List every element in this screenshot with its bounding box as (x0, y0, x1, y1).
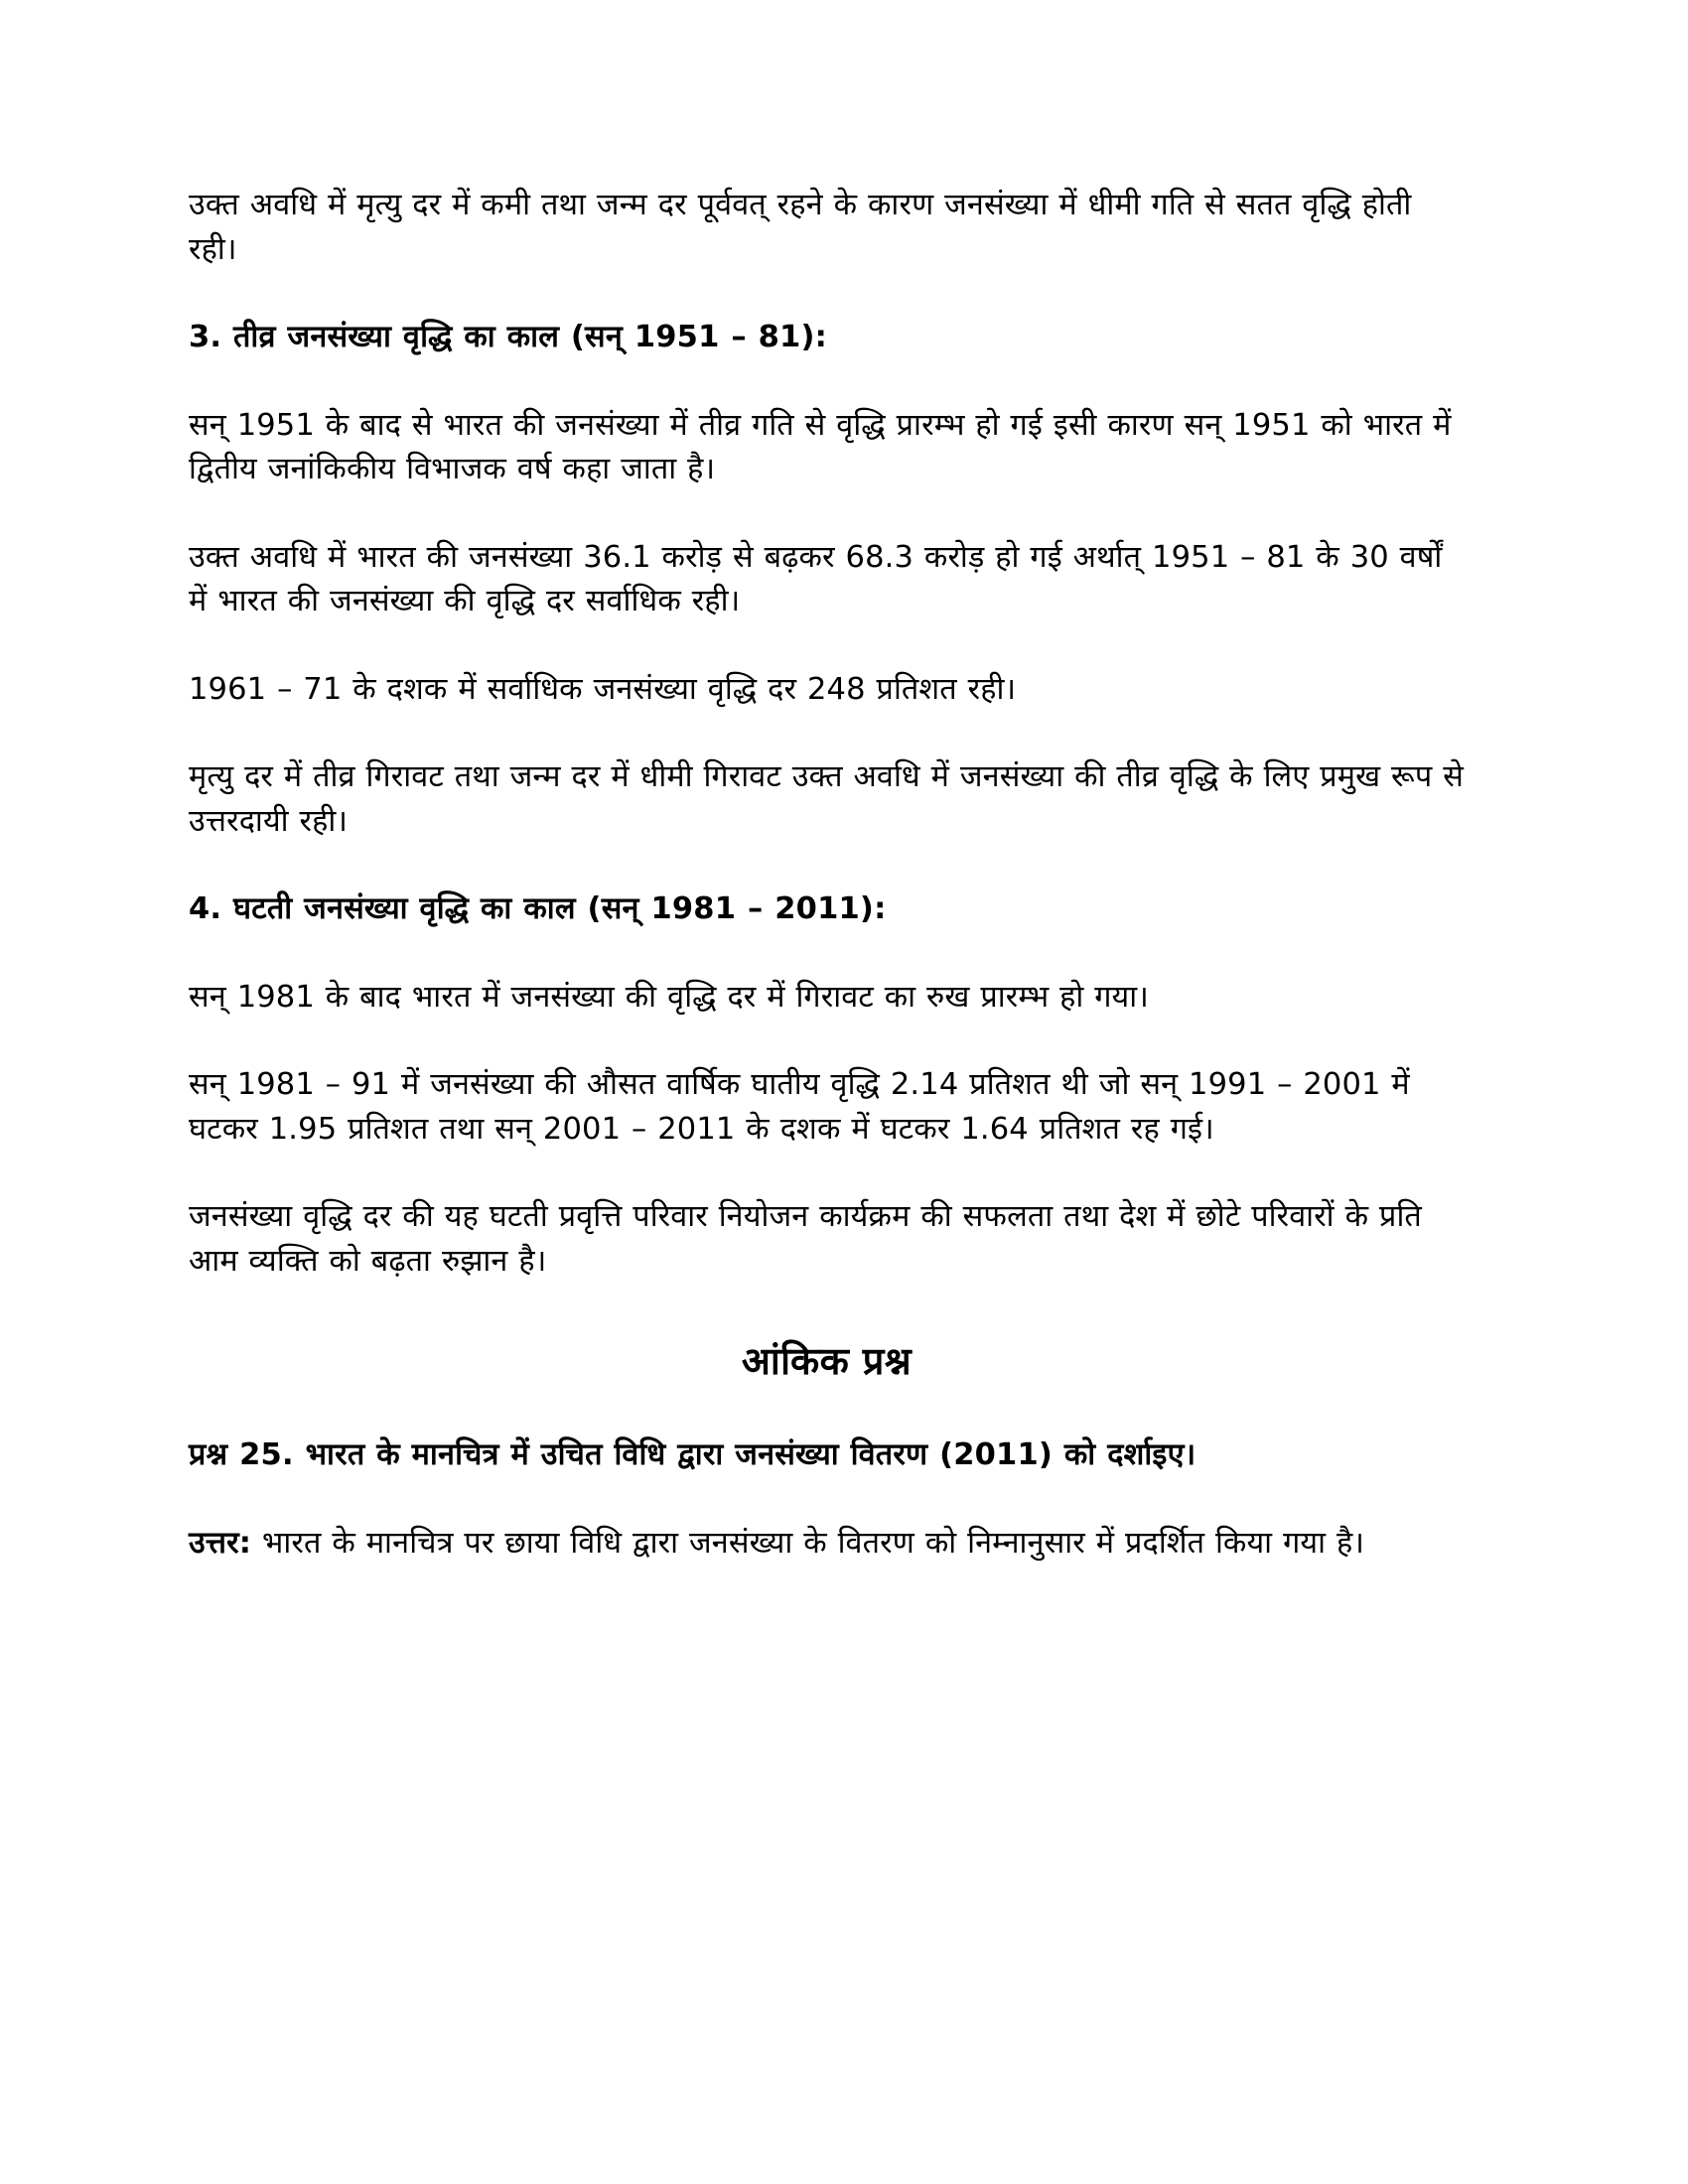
question-number-label: प्रश्न 25. (189, 1437, 294, 1473)
section-3-paragraph-2: उक्त अवधि में भारत की जनसंख्या 36.1 करोड़ से बढ़कर 68.3 करोड़ हो गई अर्थात् 1951 – 81 के 30 वर्षों में भारत की जनसंख्या की वृद्धि दर सर्वाधिक रही। (189, 539, 1443, 619)
section-3-paragraph-1: सन् 1951 के बाद से भारत की जनसंख्या में तीव्र गति से वृद्धि प्रारम्भ हो गई इसी कारण सन् 1951 को भारत में द्वितीय जनांकिकीय विभाजक वर्ष कहा जाता है। (189, 407, 1452, 487)
intro-paragraph: उक्त अवधि में मृत्यु दर में कमी तथा जन्म दर पूर्ववत् रहने के कारण जनसंख्या में धीमी गति से सतत वृद्धि होती रही। (189, 188, 1412, 267)
question-25 (189, 1433, 1465, 1478)
answer-25-text: भारत के मानचित्र पर छाया विधि द्वारा जनसंख्या के वितरण को निम्नानुसार में प्रदर्शित किया गया है। (251, 1525, 1365, 1561)
document-body (189, 184, 1465, 1566)
answer-label: उत्तर: (189, 1525, 252, 1561)
section-4-paragraph-2: सन् 1981 – 91 में जनसंख्या की औसत वार्षिक घातीय वृद्धि 2.14 प्रतिशत थी जो सन् 1991 – 2001 में घटकर 1.95 प्रतिशत तथा सन् 2001 – 2011 के दशक में घटकर 1.64 प्रतिशत रह गई। (189, 1067, 1410, 1147)
section-3-paragraph-4: मृत्यु दर में तीव्र गिरावट तथा जन्म दर में धीमी गिरावट उक्त अवधि में जनसंख्या की तीव्र वृद्धि के लिए प्रमुख रूप से उत्तरदायी रही। (189, 759, 1464, 839)
section-3-paragraph-3: 1961 – 71 के दशक में सर्वाधिक जनसंख्या वृद्धि दर 248 प्रतिशत रही। (189, 671, 1017, 707)
numeric-questions-title: आंकिक प्रश्न (741, 1339, 913, 1384)
section-3-heading: 3. तीव्र जनसंख्या वृद्धि का काल (सन् 1951 – 81): (189, 320, 827, 355)
section-4-paragraph-3: जनसंख्या वृद्धि दर की यह घटती प्रवृत्ति परिवार नियोजन कार्यक्रम की सफलता तथा देश में छोटे परिवारों के प्रति आम व्यक्ति को बढ़ता रुझान है। (189, 1199, 1422, 1279)
section-4-paragraph-1: सन् 1981 के बाद भारत में जनसंख्या की वृद्धि दर में गिरावट का रुख प्रारम्भ हो गया। (189, 979, 1149, 1015)
question-25-text: भारत के मानचित्र में उचित विधि द्वारा जनसंख्या वितरण (2011) को दर्शाइए। (293, 1437, 1196, 1473)
answer-25 (189, 1522, 1465, 1567)
section-4-heading: 4. घटती जनसंख्या वृद्धि का काल (सन् 1981 – 2011): (189, 891, 887, 927)
